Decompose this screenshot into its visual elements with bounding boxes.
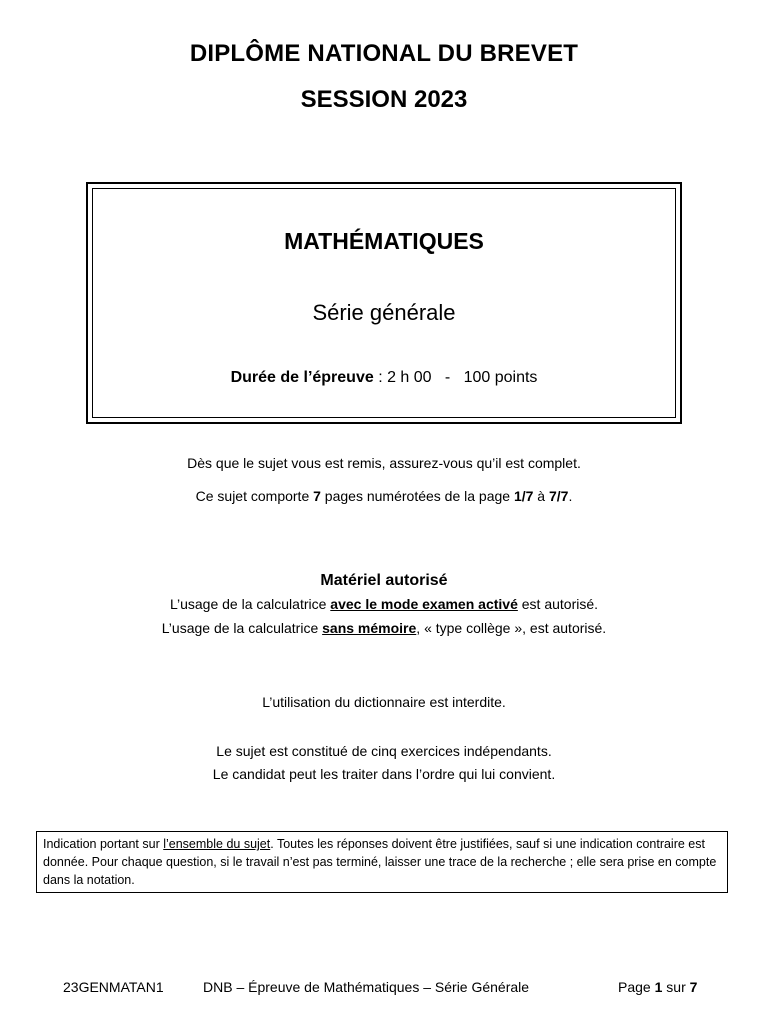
footer-title: DNB – Épreuve de Mathématiques – Série Générale — [203, 979, 530, 995]
duration-label: Durée de l’épreuve — [230, 369, 374, 386]
duration-value: : 2 h 00 - 100 points — [373, 369, 538, 386]
page-count-middle: pages numérotées de la page — [320, 488, 514, 504]
dictionary-rule: L’utilisation du dictionnaire est interdite. — [262, 694, 506, 710]
page-last: 7/7 — [549, 488, 569, 504]
calc2-prefix: L’usage de la calculatrice — [161, 620, 323, 636]
calc1-prefix: L’usage de la calculatrice — [169, 596, 331, 612]
subject-box-inner-border — [92, 188, 676, 418]
calculator-rule-2 — [0, 620, 768, 636]
page-footer — [0, 979, 768, 999]
page-range-sep: à — [533, 488, 549, 504]
page-count-prefix: Ce sujet comporte — [195, 488, 314, 504]
calculator-rule-1 — [0, 596, 768, 612]
indication-box — [36, 831, 728, 893]
footer-page-prefix: Page — [618, 979, 655, 995]
indication-prefix: Indication portant sur — [43, 837, 164, 851]
page-count-end: . — [568, 488, 573, 504]
duration-line — [93, 369, 675, 387]
order-note: Le candidat peut les traiter dans l’ordre qui lui convient. — [212, 766, 556, 782]
footer-page-sep: sur — [662, 979, 690, 995]
calc1-emphasis: avec le mode examen activé — [330, 596, 518, 612]
exercises-note: Le sujet est constitué de cinq exercices indépendants. — [216, 743, 552, 759]
page-count-number: 7 — [313, 488, 321, 504]
indication-emphasis: l’ensemble du sujet — [163, 837, 271, 851]
footer-page-current: 1 — [654, 979, 663, 995]
session-title: SESSION 2023 — [300, 86, 468, 113]
materiel-title: Matériel autorisé — [320, 572, 448, 589]
indication-text: . Toutes les réponses doivent être justifiées, sauf si une indication contraire est donnée. Pour chaque question, si le travail n’est pas terminé, laisser une trace de la recherche ; elle sera prise en compte dans la notation. — [43, 837, 717, 887]
footer-page-total: 7 — [689, 979, 698, 995]
calc1-suffix: est autorisé. — [517, 596, 599, 612]
serie-label: Série générale — [312, 300, 456, 325]
calc2-suffix: , « type collège », est autorisé. — [416, 620, 607, 636]
calc2-emphasis: sans mémoire — [322, 620, 417, 636]
subject-name: MATHÉMATIQUES — [284, 228, 484, 254]
page-first: 1/7 — [513, 488, 534, 504]
footer-page-number — [618, 979, 697, 995]
completeness-note: Dès que le sujet vous est remis, assurez-vous qu’il est complet. — [187, 455, 581, 471]
footer-code: 23GENMATAN1 — [63, 979, 164, 995]
exam-title: DIPLÔME NATIONAL DU BREVET — [189, 40, 579, 67]
subject-box — [86, 182, 682, 424]
page-count-note — [0, 488, 768, 504]
